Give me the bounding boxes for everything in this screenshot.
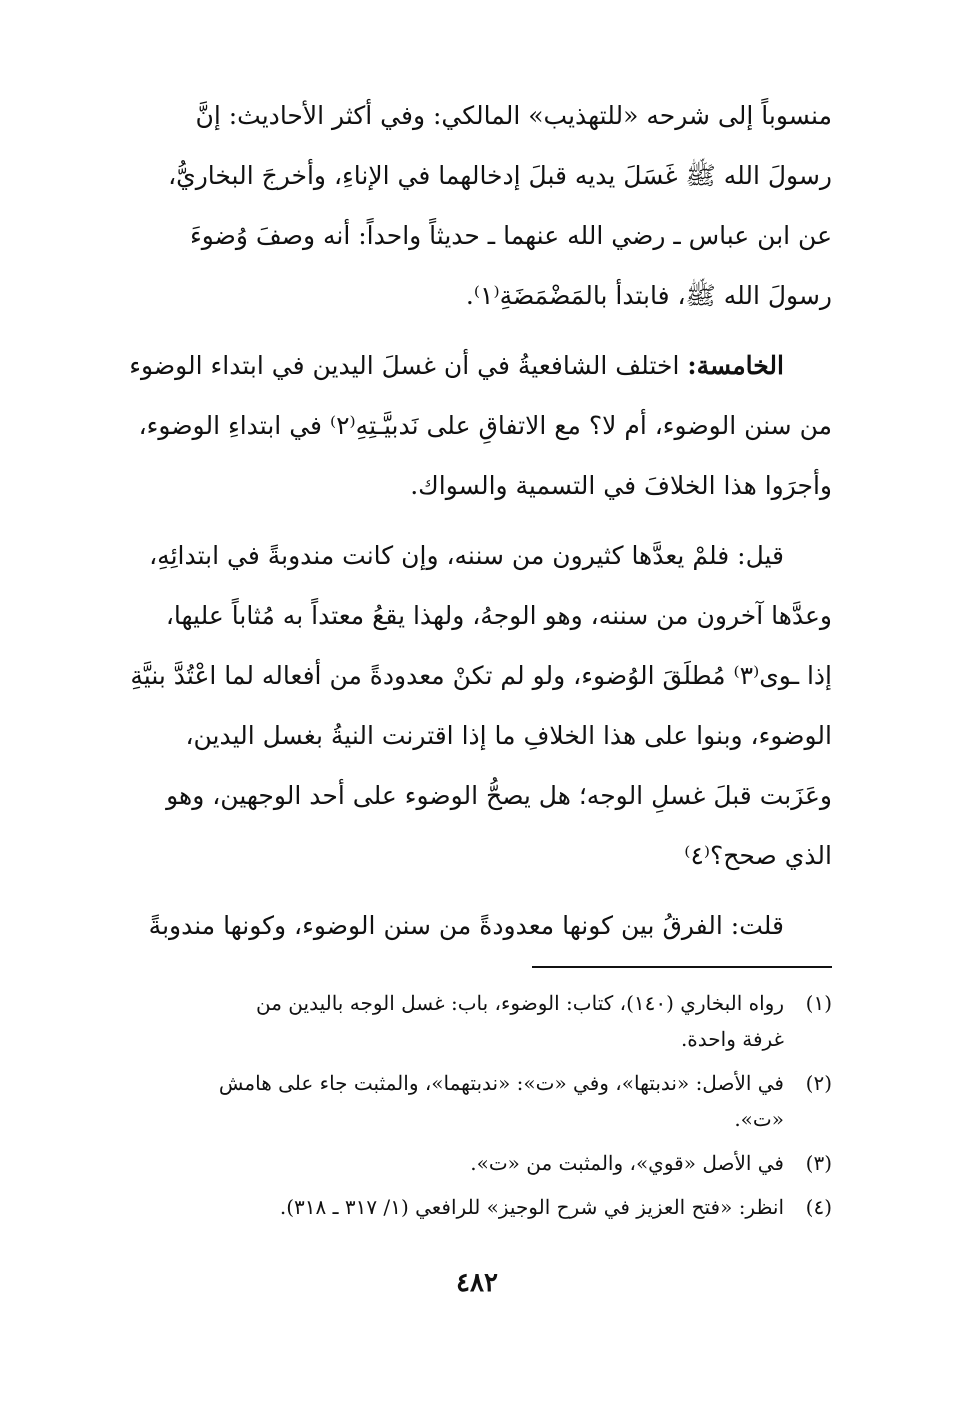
footnote-line: في الأصل: «ندبتها»، وفي «ت»: «ندبتهما»، والمثبت جاء على هامش <box>218 1071 784 1095</box>
text-line: الذي صحح؟⁽٤⁾ <box>684 841 832 870</box>
text-line: وأجرَوا هذا الخلافَ في التسمية والسواك. <box>410 471 832 500</box>
text-line: رسولَ الله ﷺ، فابتدأ بالمَضْمَضَةِ⁽١⁾. <box>465 281 832 310</box>
page-number: ٤٨٢ <box>456 1268 498 1298</box>
footnote-number: (٤) <box>805 1195 832 1219</box>
footnote-2 <box>118 1065 832 1137</box>
text-line: قلت: الفرقُ بين كونها معدودةً من سنن الوضوء، وكونها مندوبةً <box>148 911 784 940</box>
text-line <box>118 336 832 396</box>
text-line: عن ابن عباس ـ رضي الله عنهما ـ حديثاً واحداً: أنه وصفَ وُضوءَ <box>189 221 832 250</box>
main-text <box>118 86 832 956</box>
text-line: منسوباً إلى شرحه «للتهذيب» المالكي: وفي أكثر الأحاديث: إنَّ <box>195 101 832 130</box>
text-line: من سنن الوضوء، أم لا؟ مع الاتفاقِ على نَدبيَّـتِهِ⁽٢⁾ في ابتداءِ الوضوء، <box>138 411 832 440</box>
text-line: وعَزَبت قبلَ غسلِ الوجه؛ هل يصحُّ الوضوء على أحد الوجهين، وهو <box>166 781 832 810</box>
footnote-4 <box>118 1189 832 1225</box>
text-line-rest: اختلف الشافعيةُ في أن غسلَ اليدين في ابتداء الوضوء <box>129 351 688 380</box>
text-line: وعدَّها آخرون من سننه، وهو الوجهُ، ولهذا يقعُ معتداً به مُثاباً عليها، <box>165 601 832 630</box>
footnote-line: في الأصل «قوي»، والمثبت من «ت». <box>470 1151 784 1175</box>
footnote-3 <box>118 1145 832 1181</box>
footnote-line: رواه البخاري (١٤٠)، كتاب: الوضوء، باب: غسل الوجه باليدين من <box>256 991 784 1015</box>
paragraph-1 <box>118 86 832 326</box>
footnote-line: «ت». <box>734 1107 784 1131</box>
footnotes <box>118 985 832 1233</box>
paragraph-2 <box>118 336 832 516</box>
text-line: إذا ـوى⁽٣⁾ مُطلَقَ الوُضوء، ولو لم تكنْ معدودةً من أفعاله لما اعْتُدَّ بنيَّةِ <box>130 661 832 690</box>
paragraph-lead: الخامسة: <box>687 351 784 380</box>
footnote-separator <box>532 966 832 968</box>
text-line: قيل: فلمْ يعدَّها كثيرون من سننه، وإن كانت مندوبةً في ابتدائِهِ، <box>149 541 784 570</box>
footnote-number: (١) <box>805 991 832 1015</box>
footnote-line: غرفة واحدة. <box>680 1027 784 1051</box>
footnote-number: (٣) <box>805 1151 832 1175</box>
text-line: الوضوء، وبنوا على هذا الخلافِ ما إذا اقترنت النيةُ بغسل اليدين، <box>185 721 832 750</box>
paragraph-3 <box>118 526 832 886</box>
footnote-line: انظر: «فتح العزيز في شرح الوجيز» للرافعي (١/ ٣١٧ ـ ٣١٨). <box>279 1195 784 1219</box>
footnote-number: (٢) <box>805 1071 832 1095</box>
paragraph-4 <box>118 896 832 956</box>
footnote-1 <box>118 985 832 1057</box>
text-line: رسولَ الله ﷺ غَسَلَ يديه قبلَ إدخالهما في الإناءِ، وأخرجَ البخاريُّ، <box>168 161 832 190</box>
